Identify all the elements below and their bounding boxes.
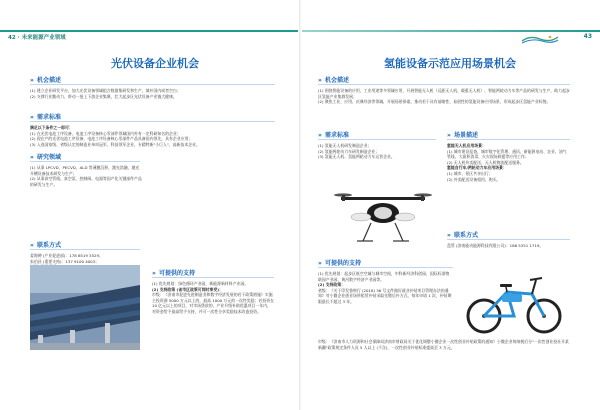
section-rule [30, 161, 140, 162]
header-rule-right [302, 30, 600, 32]
right-page-number: 43 [583, 33, 592, 40]
left-page-header: 42 · 未来能源产业领域 [8, 35, 66, 41]
hydrogen-bike-photo [462, 268, 567, 338]
support-text: (1) 优先规划：绿色循环产业园，新能源新材料产业园。 (2) 支持政策 (省市区政策可同时享受)： 市级：《济南市促进先进制造业和数字经济发展的若干政策措施》实施主投资满 5000 万元以上的，最高 1000 万元的一次性奖励；若投资在 10 亿元以上的项目，对市场贷款的，产业升级补助优惠项目一年内，对资金给予最高给予支持，并可一次性分享奖励技术改造投资。 [152, 281, 275, 314]
section-rule [447, 239, 570, 240]
support-text: (1) 优先规划：起步区低空空域与城市空间，中科新经济科创园、国际标准物联园产业园、黄河数字经济产业园等。 (2) 支持政策： 省级：《关于印发鲁财行 (2018) 36 号文件做好就业补贴项目管理办法的通知》对小微企业创业场所租赁补贴采取先缴后补方式，每年申请 1 次，补贴期限最长不超过 3 年。 [318, 271, 452, 304]
section-rule [30, 249, 140, 250]
section-rule [30, 121, 275, 122]
research-text: (1) 从事 LPCVD、PECVD、ALD 等薄膜沉积、激光消融、激光开槽设备技术研发与生产； (2) 从事真空管线、真空泵、控制阀、电器等国产化关键部件产品的研发与生产。 [30, 165, 142, 187]
section-heading-needs: » 需求标准 [30, 114, 61, 121]
section-heading-research: » 研究领域 [30, 154, 61, 161]
page-gutter [299, 0, 301, 410]
section-heading-desc: » 机会描述 [318, 77, 349, 84]
section-rule [30, 84, 275, 85]
double-chevron-icon: » [30, 154, 34, 161]
section-rule [318, 267, 453, 268]
double-chevron-icon: » [30, 77, 34, 84]
section-rule [318, 84, 570, 85]
double-chevron-icon: » [318, 77, 322, 84]
scene-text: 氢能无人机应用场景： (1) 城市建设巡查，城市数字化管理、通讯、新能源电站、农业、油气管线、大面积消毒、火灾现场救援等应用工作； (2) 无人机外卖配送、无人机物流配送服务。 氢能自行车/两轮动力车应用场景： (1) 城市、景区共享出行； (2) 外卖配送设备租用、购买。 [447, 143, 567, 182]
contact-text: 盘管 (济南能动能源科技有限公司)：186 5351 1719。 [447, 243, 544, 248]
section-heading-scene: » 场景描述 [447, 132, 478, 139]
contact-text: 姜海骋 (产业促进部)：178 6519 5529； 朱伯昌 (重要支持)：137 9100 4003； [30, 253, 103, 264]
section-heading-support: » 可提供的支持 [152, 270, 195, 277]
section-rule [152, 277, 274, 278]
double-chevron-icon: » [30, 242, 34, 249]
double-chevron-icon: » [447, 232, 451, 239]
desc-text: (1) 围绕智能设备的应用，工业用途等多领域应用，开展智能无人机（远距无人机、载重无人机）、智能两轮动力车等产品的研发与生产，助力起步区氢能产业集群发展； (2) 聚焦工业、应用、庆典经济等领域，开展场景探索，推动若干具有前瞻性、易创性的氢能设备应用场景，形成起步区氢能产业标签。 [318, 88, 570, 105]
double-chevron-icon: » [152, 270, 156, 277]
section-rule [318, 139, 436, 140]
support-text-continued: 市级：《济南市人力资源和社会保障局济南市财政局关于优化调整小微企业一次性创业补贴政策的通知》小微企业每纳税后分"一次性创业投社开某新疆"政策规定条件人员 5 人以上 (不含)，一次性创业补贴标准提高至 3 万元。 [318, 339, 569, 350]
hydrogen-drone-photo [333, 183, 433, 250]
double-chevron-icon: » [30, 114, 34, 121]
left-page-title: 光伏设备企业机会 [111, 57, 199, 70]
needs-text: (1) 氢能无人机研发制造企业； (2) 氢能两轮动力车研发制造企业； (3) 氢能无人机、氢能两轮动力车运营企业。 [318, 143, 395, 160]
section-heading-contact: » 联系方式 [30, 242, 61, 249]
brand-logo-icon [520, 34, 560, 44]
solar-equipment-photo [30, 265, 140, 350]
needs-text: 满足以下条件之一即可： (1) 在光伏电池工序设备、电池工序设备核心零部件领域国内外有一定科研知名的企业； (2) 现在产的光伏电池工序设备、电池工序设备核心零部件产品具备国内领先，具有企业应用； (3) 入选国家级、省级认定的制造业单项冠军、科技领军企业、专精特新"小巨人"、高新技术企业。 [30, 125, 200, 147]
section-heading-support: » 可提供的支持 [318, 260, 361, 267]
double-chevron-icon: » [447, 132, 451, 139]
right-page-title: 氢能设备示范应用场景机会 [384, 57, 516, 70]
section-heading-contact: » 联系方式 [447, 232, 478, 239]
double-chevron-icon: » [318, 132, 322, 139]
desc-text: (1) 建立企业研发平台，加大光伏设备领域组合数据集研发和生产，填补国内或者空白； (2) 支撑行业勤动力，带动一批上下游企业集聚，壮大起步区光伏设备产业链大健康。 [30, 88, 181, 99]
section-rule [447, 139, 570, 140]
section-heading-desc: » 机会描述 [30, 77, 61, 84]
double-chevron-icon: » [318, 260, 322, 267]
section-heading-needs: » 需求标准 [318, 132, 349, 139]
header-rule-left [0, 30, 298, 32]
